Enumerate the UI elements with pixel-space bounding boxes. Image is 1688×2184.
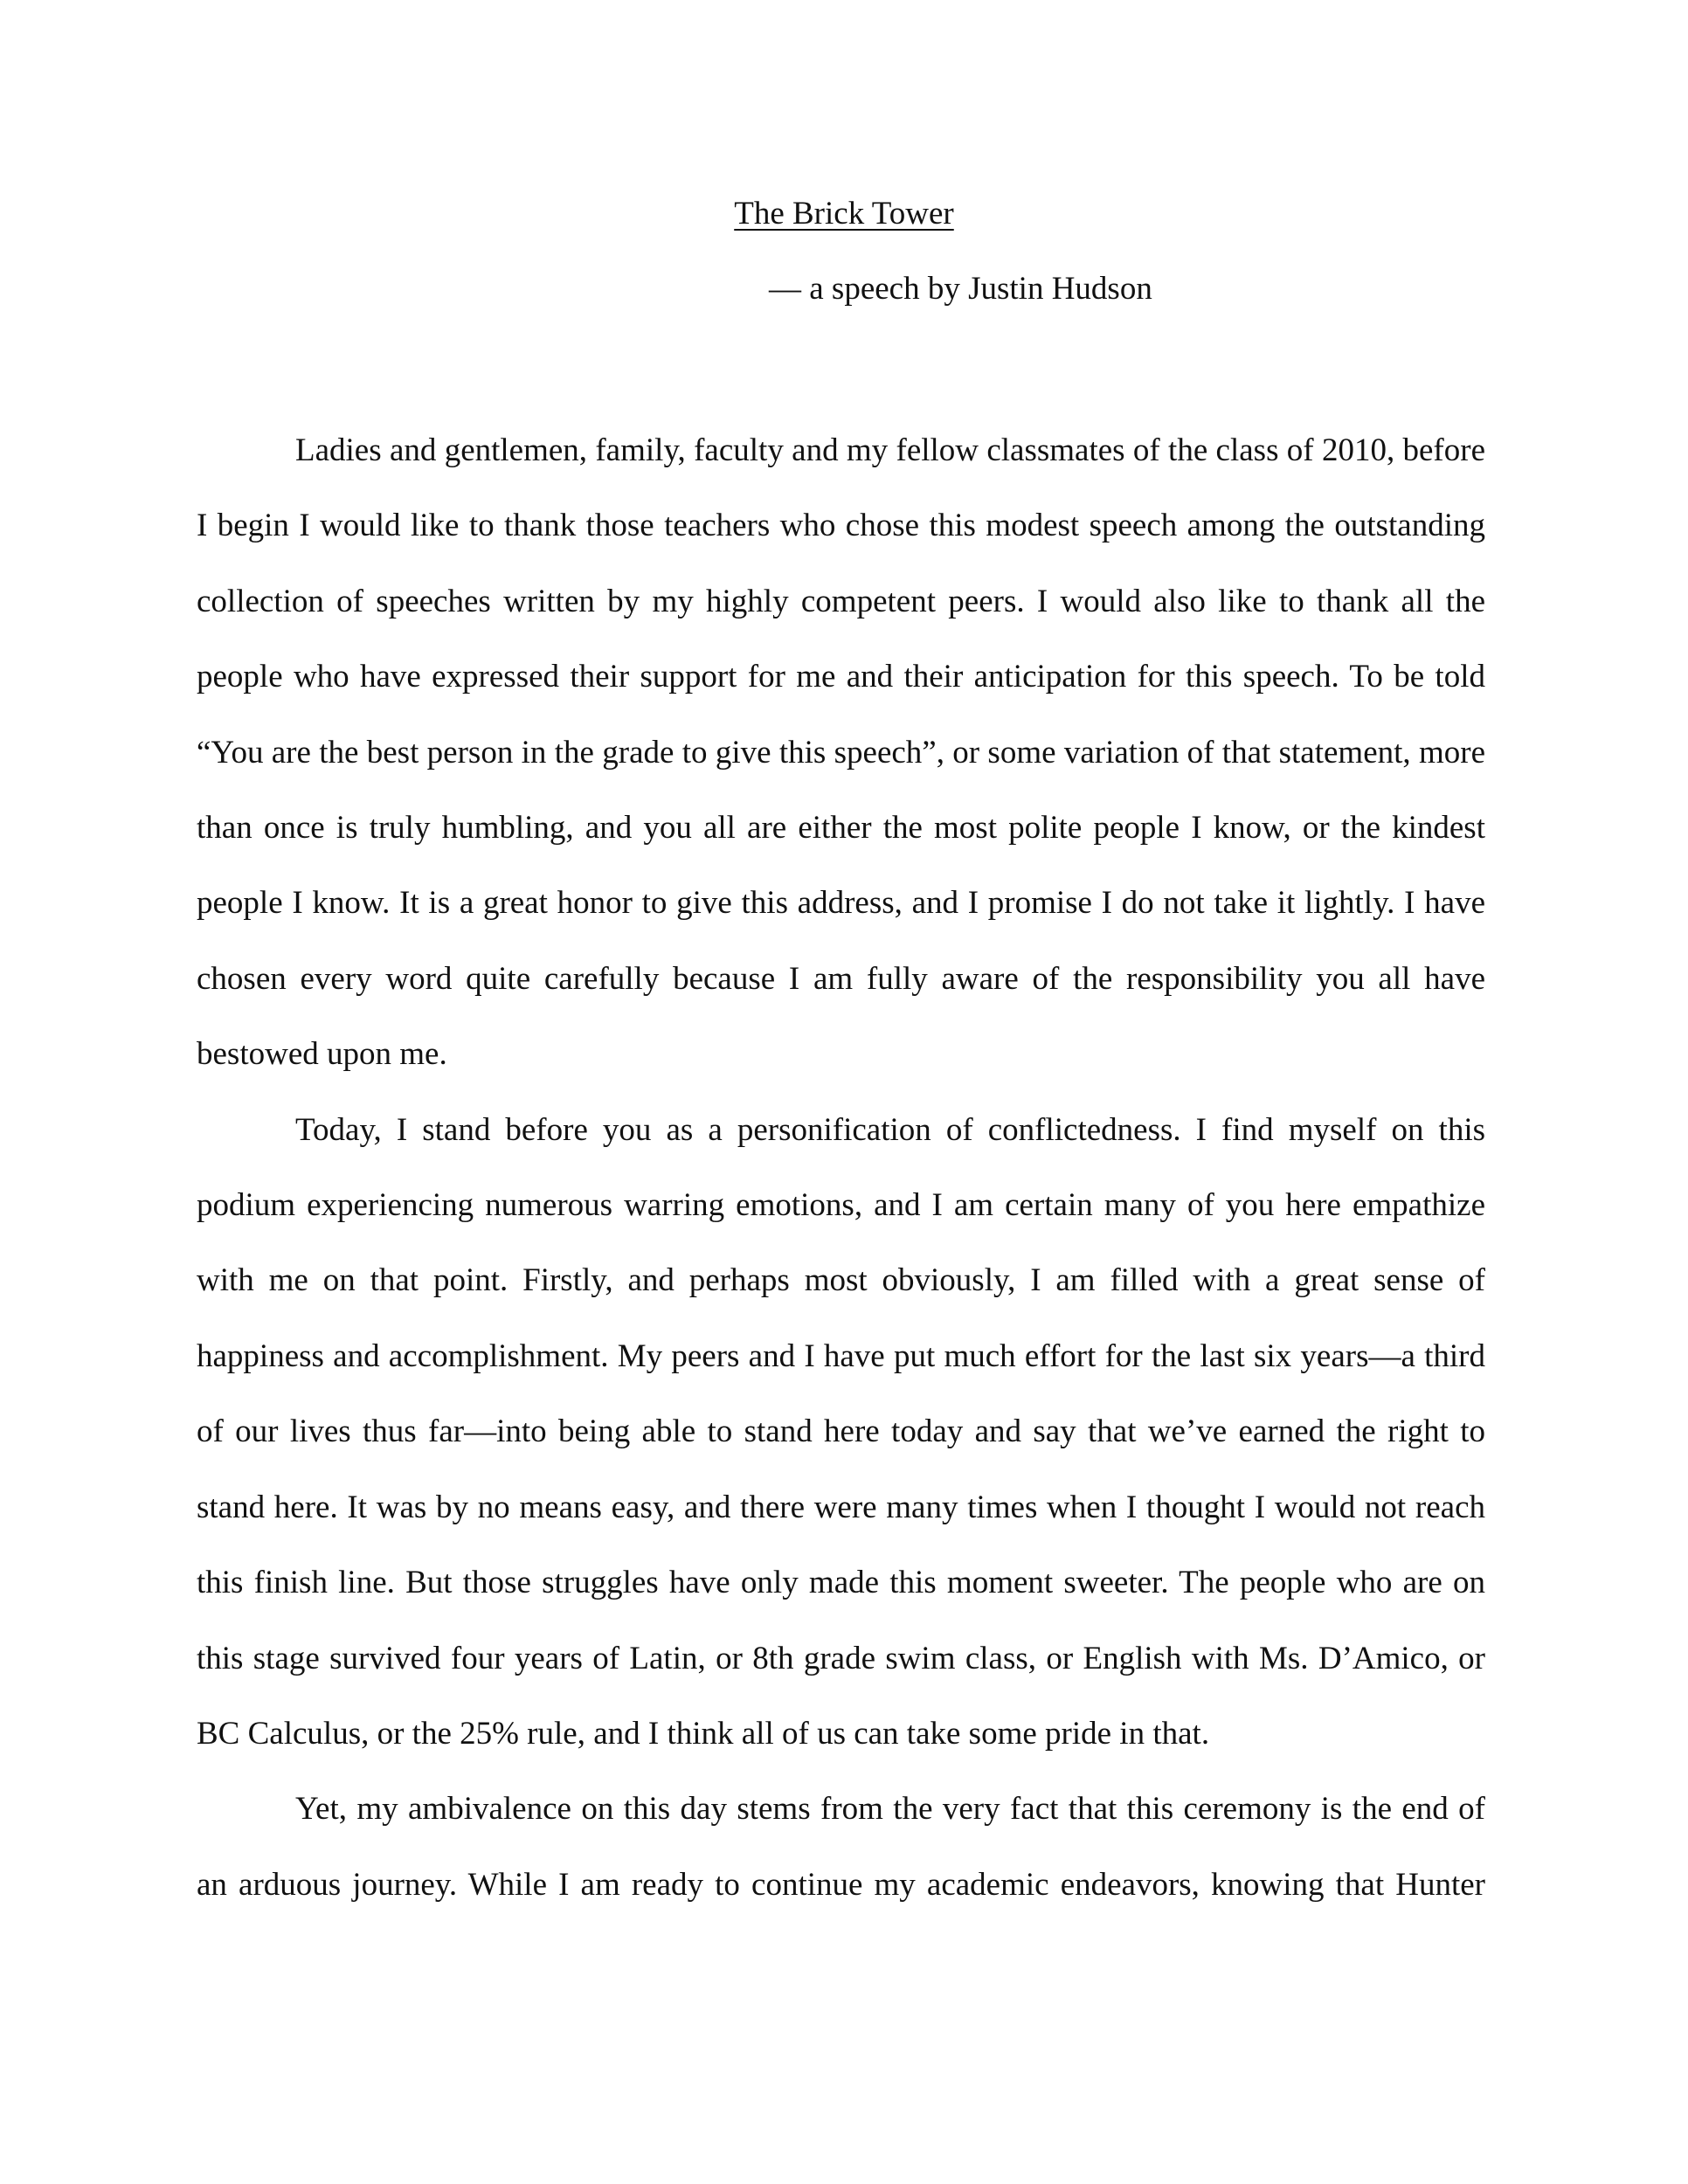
document-title: The Brick Tower: [734, 196, 954, 232]
paragraph-1: Ladies and gentlemen, family, faculty and my fellow classmates of the class of 2010, before I begin I would like to thank those teachers who chose this modest speech among the outstanding collection of speeches written by my highly competent peers. I would also like to thank all the people who have expressed their support for me and their anticipation for this speech. To be told “You are the best person in the grade to give this speech”, or some variation of that statement, more than once is truly humbling, and you all are either the most polite people I know, or the kindest people I know. It is a great honor to give this address, and I promise I do not take it lightly. I have chosen every word quite carefully because I am fully aware of the responsibility you all have bestowed upon me.: [197, 432, 1485, 1073]
paragraph-3: Yet, my ambivalence on this day stems from the very fact that this ceremony is the end of an arduous journey. While I am ready to continue my academic endeavors, knowing that Hunter: [197, 1791, 1485, 1903]
document-byline: — a speech by Justin Hudson: [769, 271, 1152, 307]
speech-body: [197, 413, 1485, 1923]
paragraph-2: Today, I stand before you as a personification of conflictedness. I find myself on this podium experiencing numerous warring emotions, and I am certain many of you here empathize with me on that point. Firstly, and perhaps most obviously, I am filled with a great sense of happiness and accomplishment. My peers and I have put much effort for the last six years—a third of our lives thus far—into being able to stand here today and say that we’ve earned the right to stand here. It was by no means easy, and there were many times when I thought I would not reach this finish line. But those struggles have only made this moment sweeter. The people who are on this stage survived four years of Latin, or 8th grade swim class, or English with Ms. D’Amico, or BC Calculus, or the 25% rule, and I think all of us can take some pride in that.: [197, 1111, 1485, 1752]
